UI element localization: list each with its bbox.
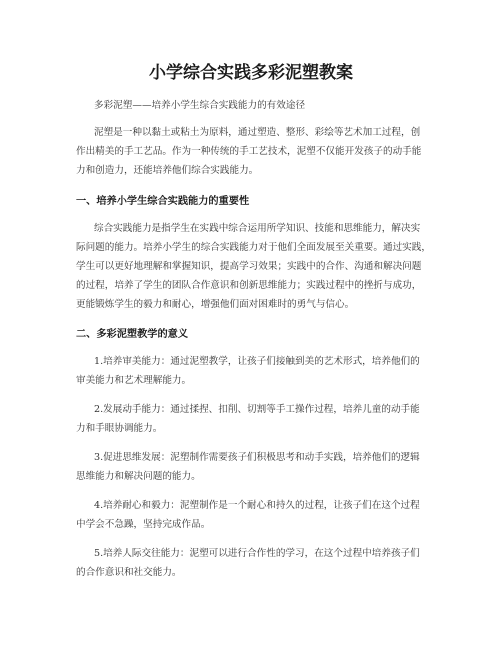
list-item-1-line-2: 审美能力和艺术理解能力。: [76, 375, 192, 386]
section-1-line-3: 学生可以更好地理解和掌握知识，提高学习效果；实践中的合作、沟通和解决问题: [76, 261, 422, 272]
list-item-3-line-2: 思维能力和解决问题的能力。: [76, 471, 201, 482]
list-item-2-line-2: 力和手眼协调能力。: [76, 423, 163, 434]
section-2-heading: 二、多彩泥塑教学的意义: [76, 329, 189, 340]
list-item-3-line-1: 3.促进思维发展：泥塑制作需要孩子们积极思考和动手实践，培养他们的逻辑: [94, 452, 420, 463]
section-1-line-1: 综合实践能力是指学生在实践中综合运用所学知识、技能和思维能力，解决实: [94, 223, 421, 234]
intro-line-3: 力和创造力，还能培养他们综合实践能力。: [76, 165, 259, 176]
list-item-2-line-1: 2.发展动手能力：通过揉捏、扣削、切割等手工操作过程，培养儿童的动手能: [94, 404, 420, 415]
section-1-line-4: 的过程，培养了学生的团队合作意识和创新思维能力；实践过程中的挫折与成功，: [76, 280, 422, 291]
section-1-heading: 一、培养小学生综合实践能力的重要性: [76, 196, 250, 207]
section-1-line-5: 更能锻炼学生的毅力和耐心，增强他们面对困难时的勇气与信心。: [76, 299, 355, 310]
intro-line-2: 作出精美的手工艺品。作为一种传统的手工艺技术，泥塑不仅能开发孩子的动手能: [76, 146, 422, 157]
intro-line-1: 泥塑是一种以黏土或粘土为原料，通过塑造、整形、彩绘等艺术加工过程，创: [94, 127, 421, 138]
list-item-5-line-2: 的合作意识和社交能力。: [76, 567, 182, 578]
subtitle-line: 多彩泥塑——培养小学生综合实践能力的有效途径: [94, 100, 306, 111]
list-item-1-line-1: 1.培养审美能力：通过泥塑教学，让孩子们接触到美的艺术形式，培养他们的: [94, 356, 420, 367]
list-item-5-line-1: 5.培养人际交往能力：泥塑可以进行合作性的学习，在这个过程中培养孩子们: [94, 548, 420, 559]
list-item-4-line-2: 中学会不急躁，坚持完成作品。: [76, 519, 211, 530]
list-item-4-line-1: 4.培养耐心和毅力：泥塑制作是一个耐心和持久的过程，让孩子们在这个过程: [94, 500, 420, 511]
document-title: 小学综合实践多彩泥塑教案: [149, 63, 353, 83]
section-1-line-2: 际问题的能力。培养小学生的综合实践能力对于他们全面发展至关重要。通过实践，: [76, 242, 431, 253]
